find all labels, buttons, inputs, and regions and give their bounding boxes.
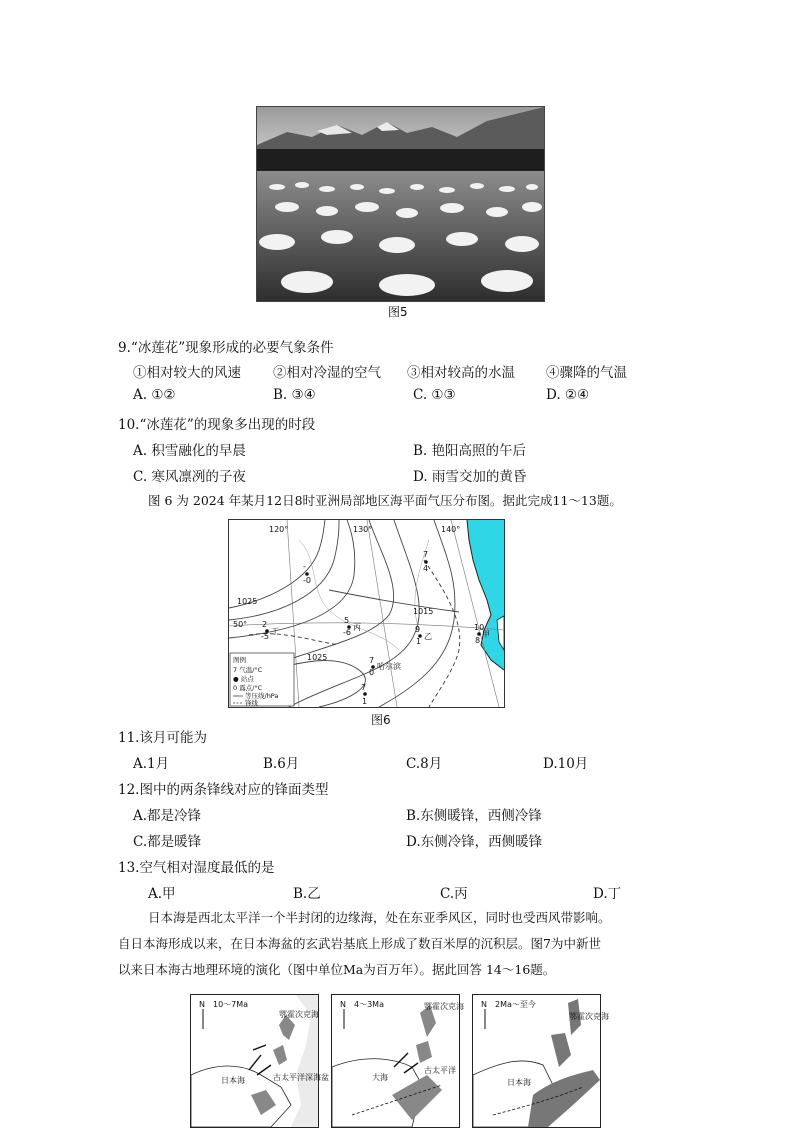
panel2-sea: 大海 [372,1073,388,1082]
q10-option-c: C. 寒风凛冽的子夜 [133,469,246,485]
q13-option-b: B.乙 [293,886,321,902]
paleo-map-panel-1 [190,994,329,1128]
lon-130-label: 130° [353,525,373,534]
q11-stem: 11.该月可能为 [118,730,207,746]
svg-text:甲: 甲 [482,630,490,639]
svg-text:-0: -0 [303,576,311,585]
q10-option-d: D. 雨雪交加的黄昏 [413,469,527,485]
station-north [423,550,428,573]
svg-text:丁: 丁 [271,627,279,636]
panel2-label-2: 古太平洋 [424,1066,456,1075]
panel3-period: 2Ma～至今 [495,1000,536,1009]
ice-lotus-illustration [257,107,544,301]
svg-text:等压线/hPa: 等压线/hPa [245,692,279,700]
svg-text:-: - [303,562,306,571]
q12-option-d: D.东侧冷锋，西侧暖锋 [406,834,543,850]
panel1-sea: 日本海 [221,1076,245,1085]
panel3-north: N [481,1000,487,1009]
pressure-map [228,519,505,708]
q12-option-b: B.东侧暖锋，西侧冷锋 [406,808,542,824]
svg-text:哈尔滨: 哈尔滨 [377,662,401,671]
q9-option-b: B. ③④ [273,387,316,403]
svg-text:7 气温/°C: 7 气温/°C [233,666,263,674]
q9-condition-3: ③相对较高的水温 [407,365,515,381]
svg-text:7: 7 [423,550,429,559]
q11-option-a: A.1月 [133,756,170,772]
pressure-map-svg [229,520,504,707]
isobar-1025-label-2: 1025 [307,653,328,662]
lon-120-label: 120° [269,525,289,534]
svg-text:-5: -5 [261,632,269,641]
q12-stem: 12.图中的两条锋线对应的锋面类型 [118,782,329,798]
svg-text:1: 1 [362,697,368,706]
lon-140-label: 140° [441,525,461,534]
panel3-label-1: 鄂霍次克海 [569,1012,609,1021]
figure7-intro-line2: 自日本海形成以来，在日本海盆的玄武岩基底上形成了数百米厚的沉积层。图7为中新世 [118,936,601,951]
q9-stem: 9.“冰莲花”现象形成的必要气象条件 [118,340,334,356]
panel1-period: 10～7Ma [213,1000,249,1009]
q9-condition-4: ④骤降的气温 [546,365,627,381]
q13-stem: 13.空气相对湿度最低的是 [118,860,275,876]
q9-condition-2: ②相对冷湿的空气 [273,365,381,381]
svg-text:10: 10 [474,623,485,632]
q12-option-c: C.都是暖锋 [133,834,202,850]
svg-text:图例: 图例 [233,656,246,664]
q9-option-c: C. ①③ [413,387,456,403]
q13-option-a: A.甲 [148,886,176,902]
panel1-label-1: 鄂霍次克海 [279,1010,319,1019]
figure6-intro: 图 6 为 2024 年某月12日8时亚洲局部地区海平面气压分布图。据此完成11～13题。 [148,493,622,508]
paleo-map-1-svg [191,995,329,1127]
panel2-period: 4～3Ma [354,1000,384,1009]
panel3-sea: 日本海 [507,1078,531,1087]
svg-text:● 站点: ● 站点 [233,675,254,683]
figure5-caption: 图5 [388,305,408,319]
svg-text:4: 4 [423,564,429,573]
svg-text:2: 2 [262,620,268,629]
paleo-map-2-svg [332,995,464,1127]
station-yi [415,625,432,646]
lat-50-label: 50° [233,620,248,629]
q10-option-a: A. 积雪融化的早晨 [133,443,246,459]
svg-text:-6: -6 [343,628,351,637]
svg-text:5: 5 [344,616,350,625]
svg-text:1: 1 [416,637,422,646]
panel2-label-1: 鄂霍次克海 [424,1002,464,1011]
panel1-north: N [199,1000,205,1009]
ice-lotus-photo [256,106,545,302]
q11-option-b: B.6月 [263,756,300,772]
q12-option-a: A.都是冷锋 [133,808,202,824]
station-ding [261,620,279,641]
q13-option-c: C.丙 [440,886,468,902]
figure6-caption: 图6 [371,713,391,727]
panel1-label-2: 古太平洋深海盆 [273,1073,329,1082]
svg-text:乙: 乙 [424,632,432,641]
figure7-intro-line3: 以来日本海古地理环境的演化（图中单位Ma为百万年）。据此回答 14～16题。 [118,962,556,977]
paleo-map-panel-3 [472,994,609,1128]
q11-option-c: C.8月 [406,756,443,772]
svg-text:8: 8 [475,636,481,645]
svg-text:9: 9 [415,625,421,634]
q9-condition-1: ①相对较大的风速 [133,365,241,381]
map-legend [230,653,294,707]
svg-text:7: 7 [369,656,375,665]
svg-text:锋线: 锋线 [245,699,258,707]
q10-stem: 10.“冰莲花”的现象多出现的时段 [118,417,316,433]
q9-option-a: A. ①② [133,387,176,403]
svg-text:丙: 丙 [353,623,361,632]
q13-option-d: D.丁 [593,886,622,902]
svg-text:0: 0 [369,668,375,677]
svg-text:0 露点/°C: 0 露点/°C [233,684,263,692]
station-bing [343,616,361,637]
isobar-1025-label: 1025 [237,597,258,606]
q10-option-b: B. 艳阳高照的午后 [413,443,527,459]
panel2-north: N [340,1000,346,1009]
q11-option-d: D.10月 [543,756,589,772]
paleo-map-panel-2 [331,994,464,1128]
station-south [361,683,367,706]
isobar-1015-label: 1015 [413,607,434,616]
q9-option-d: D. ②④ [546,387,590,403]
station-harbin [369,656,401,677]
paleo-map-3-svg [473,995,609,1127]
svg-text:7: 7 [361,683,367,692]
figure7-intro-line1: 日本海是西北太平洋一个半封闭的边缘海，处在东亚季风区，同时也受西风带影响。 [148,910,611,925]
